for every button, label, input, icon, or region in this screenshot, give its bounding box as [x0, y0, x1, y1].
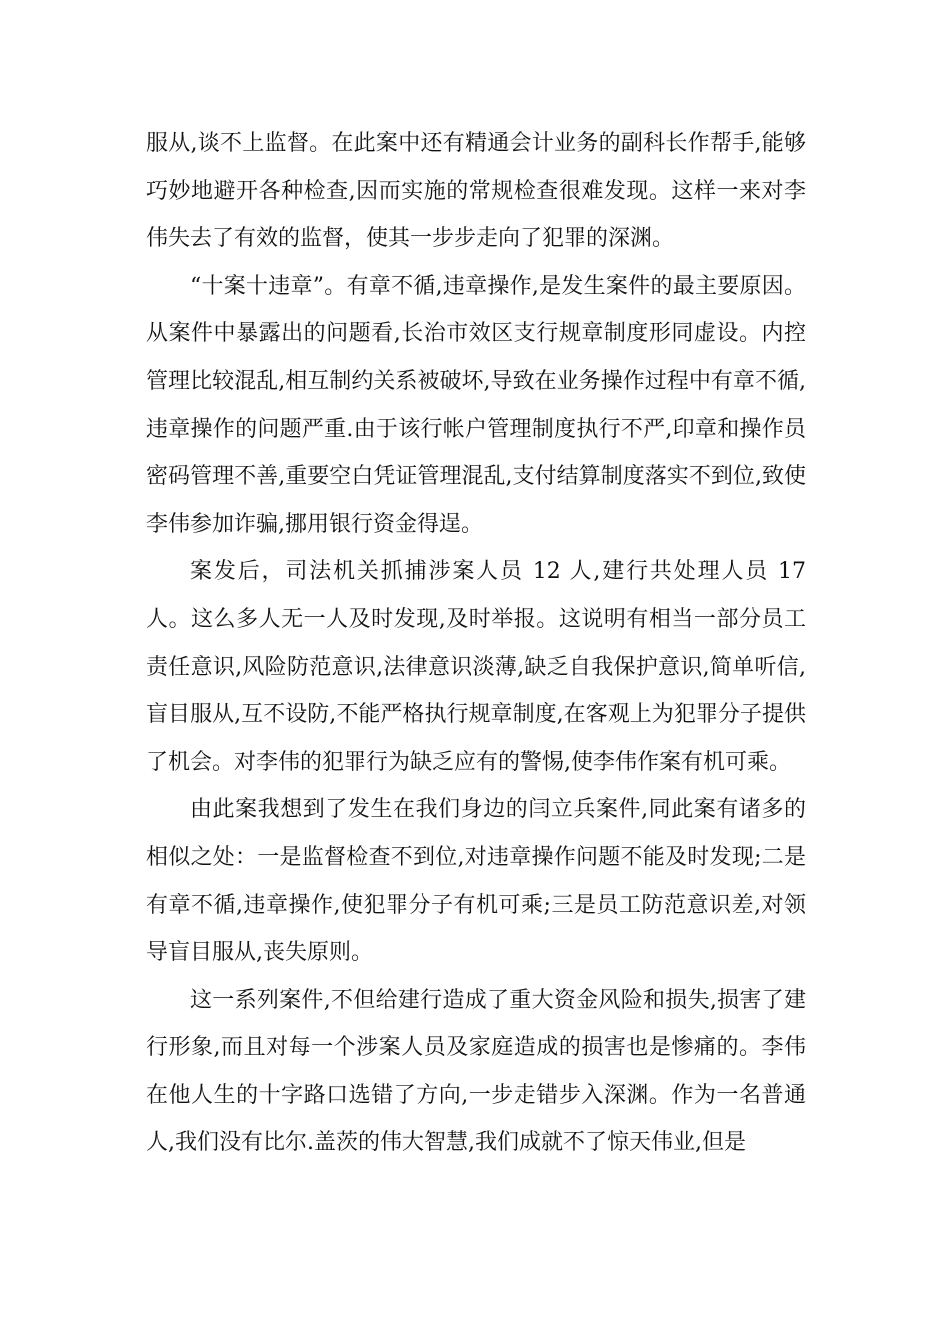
paragraph-3: 案发后，司法机关抓捕涉案人员 12 人,建行共处理人员 17 人。这么多人无一人及时发现,及时举报。这说明有相当一部分员工责任意识,风险防范意识,法律意识淡薄,缺乏自我保护意识,简单听信,盲目服从,互不设防,不能严格执行规章制度,在客观上为犯罪分子提供了机会。对李伟的犯罪行为缺乏应有的警惕,使李伟作案有机可乘。 — [146, 559, 806, 775]
paragraph-2: “十案十违章”。有章不循,违章操作,是发生案件的最主要原因。从案件中暴露出的问题看,长治市效区支行规章制度形同虚设。内控管理比较混乱,相互制约关系被破坏,导致在业务操作过程中有章不循,违章操作的问题严重.由于该行帐户管理制度执行不严,印章和操作员密码管理不善,重要空白凭证管理混乱,支付结算制度落实不到位,致使李伟参加诈骗,挪用银行资金得逞。 — [146, 273, 806, 537]
paragraph-1: 服从,谈不上监督。在此案中还有精通会计业务的副科长作帮手,能够巧妙地避开各种检查,因而实施的常规检查很难发现。这样一来对李伟失去了有效的监督，使其一步步走向了犯罪的深渊。 — [146, 131, 806, 252]
body-text — [146, 120, 806, 1167]
paragraph-4: 由此案我想到了发生在我们身边的闫立兵案件,同此案有诸多的相似之处：一是监督检查不到位,对违章操作问题不能及时发现;二是有章不循,违章操作,使犯罪分子有机可乘;三是员工防范意识差,对领导盲目服从,丧失原则。 — [146, 797, 806, 966]
paragraph-5: 这一系列案件,不但给建行造成了重大资金风险和损失,损害了建行形象,而且对每一个涉案人员及家庭造成的损害也是惨痛的。李伟在他人生的十字路口选错了方向,一步走错步入深渊。作为一名普通人,我们没有比尔.盖茨的伟大智慧,我们成就不了惊天伟业,但是 — [146, 987, 806, 1156]
